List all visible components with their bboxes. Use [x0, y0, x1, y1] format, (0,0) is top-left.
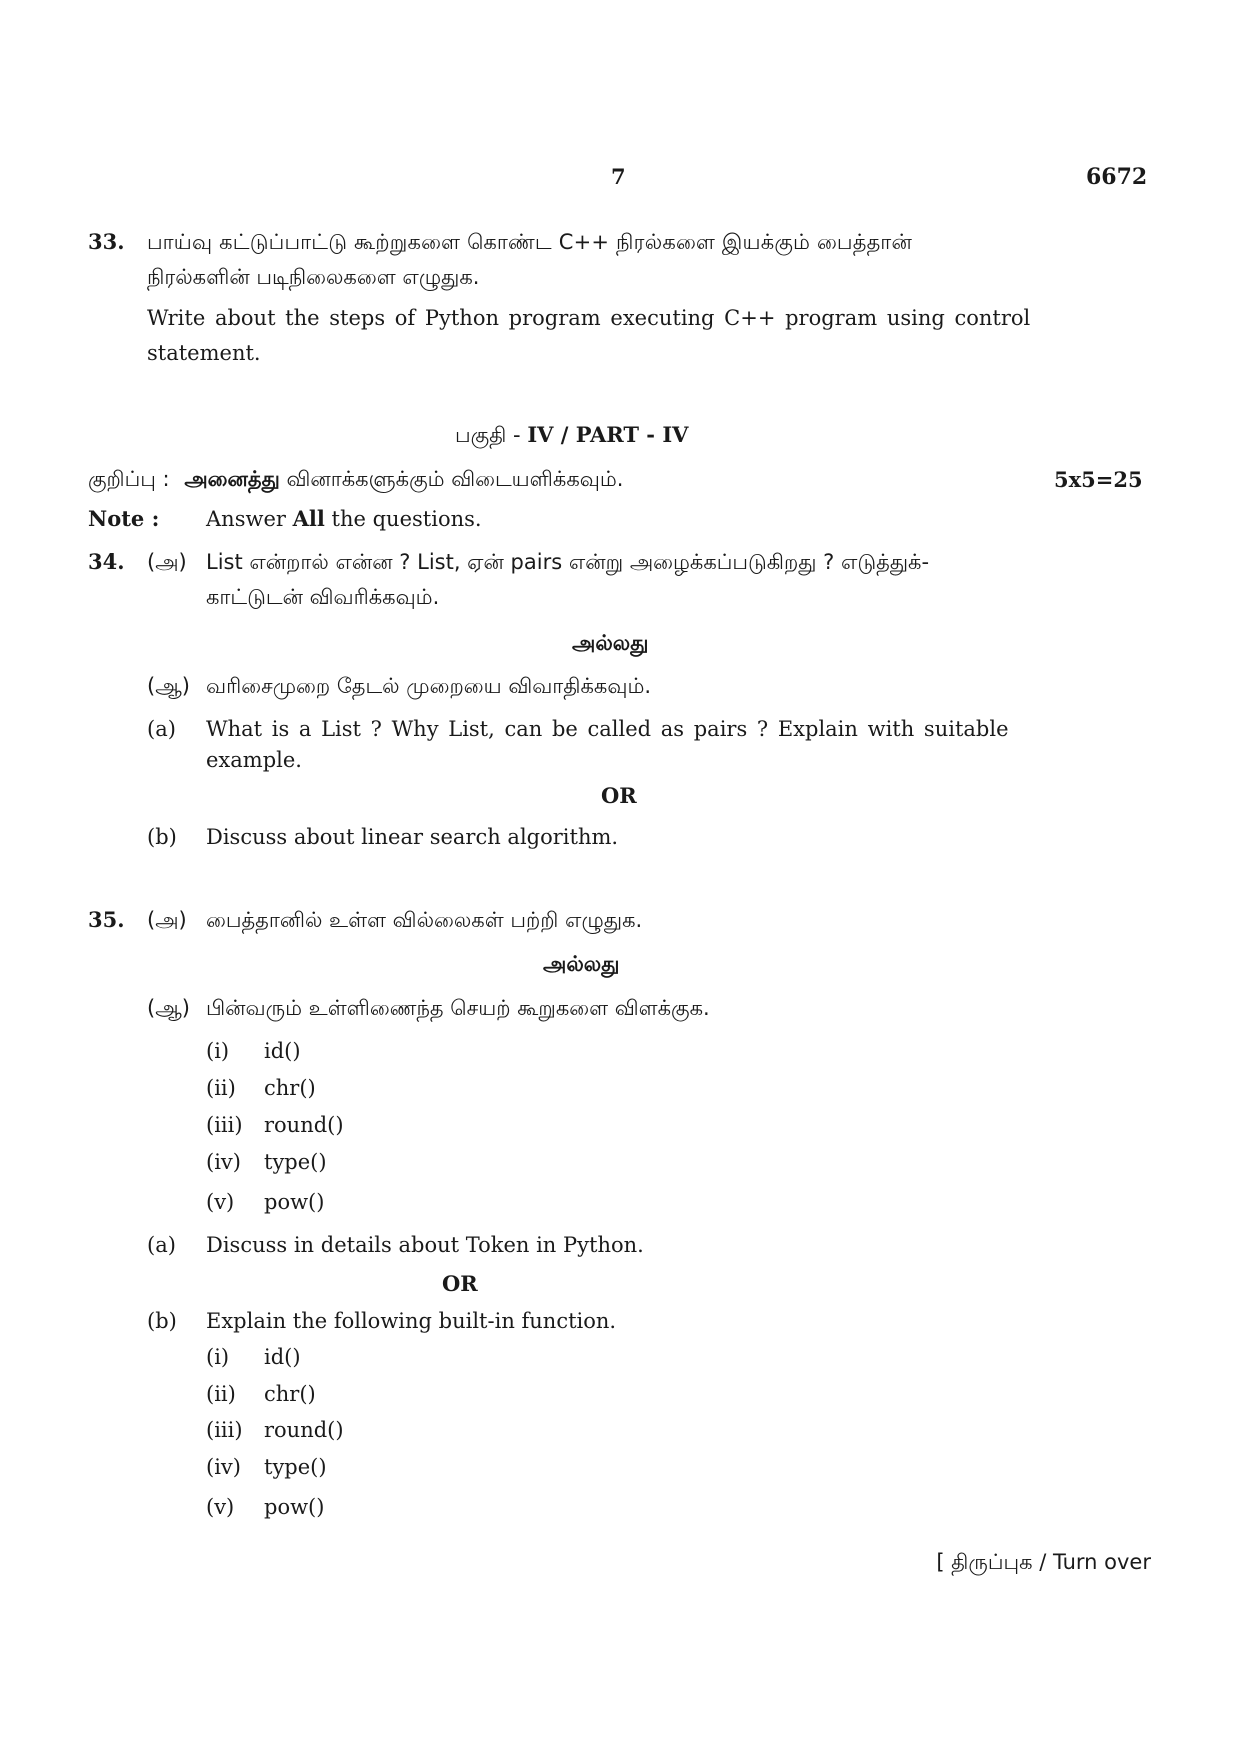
note-english	[88, 506, 482, 531]
list-item-label: (v)	[206, 1495, 235, 1519]
question-text-english: Discuss in details about Token in Python.	[206, 1233, 644, 1257]
list-item: id()	[264, 1345, 301, 1369]
marks-label: 5x5=25	[1054, 467, 1143, 492]
question-text-english: statement.	[147, 341, 261, 365]
question-text-tamil: List என்றால் என்ன ? List, ஏன் pairs என்று அழைக்கப்படுகிறது ? எடுத்துக்-	[206, 550, 930, 574]
question-text-tamil: வரிசைமுறை தேடல் முறையை விவாதிக்கவும்.	[206, 674, 652, 698]
list-item: round()	[264, 1418, 344, 1442]
note-tamil-rest: வினாக்களுக்கும் விடையளிக்கவும்.	[286, 467, 624, 491]
list-item: type()	[264, 1455, 327, 1479]
option-label: (அ)	[147, 550, 187, 574]
question-text-tamil: பின்வரும் உள்ளிணைந்த செயற் கூறுகளை விளக்குக.	[206, 996, 710, 1020]
question-text-english: example.	[206, 748, 302, 772]
option-label: (a)	[147, 1233, 176, 1257]
list-item-label: (ii)	[206, 1076, 236, 1100]
list-item-label: (iv)	[206, 1150, 241, 1174]
or-divider-tamil: அல்லது	[572, 631, 649, 655]
page-number: 7	[611, 164, 626, 189]
turn-over-note: [ திருப்புக / Turn over	[936, 1550, 1151, 1574]
question-text-tamil: நிரல்களின் படிநிலைகளை எழுதுக.	[147, 265, 480, 289]
list-item-label: (ii)	[206, 1382, 236, 1406]
list-item: pow()	[264, 1495, 325, 1519]
option-label: (a)	[147, 717, 176, 741]
list-item-label: (v)	[206, 1190, 235, 1214]
list-item-label: (i)	[206, 1345, 230, 1369]
list-item-label: (iii)	[206, 1418, 243, 1442]
question-text-english: Explain the following built-in function.	[206, 1309, 617, 1333]
question-text-english: Discuss about linear search algorithm.	[206, 825, 619, 849]
list-item-label: (iii)	[206, 1113, 243, 1137]
note-label: Note :	[88, 506, 160, 531]
question-text-tamil: பைத்தானில் உள்ள வில்லைகள் பற்றி எழுதுக.	[206, 908, 643, 932]
part-heading	[455, 422, 688, 450]
question-text-english: What is a List ? Why List, can be called as pairs ? Explain with suitable	[206, 717, 1009, 741]
option-label: (ஆ)	[147, 674, 190, 698]
list-item: type()	[264, 1150, 327, 1174]
list-item: round()	[264, 1113, 344, 1137]
note-bold: All	[292, 506, 325, 531]
list-item: chr()	[264, 1382, 316, 1406]
question-text-tamil: பாய்வு கட்டுப்பாட்டு கூற்றுகளை கொண்ட C++ நிரல்களை இயக்கும் பைத்தான்	[147, 230, 913, 254]
or-divider-tamil: அல்லது	[543, 952, 620, 976]
list-item: pow()	[264, 1190, 325, 1214]
question-text-tamil: காட்டுடன் விவரிக்கவும்.	[206, 585, 440, 609]
question-text-english: Write about the steps of Python program executing C++ program using control	[147, 306, 1031, 330]
option-label: (b)	[147, 825, 177, 849]
note-pre: Answer	[206, 507, 286, 531]
option-label: (b)	[147, 1309, 177, 1333]
list-item: chr()	[264, 1076, 316, 1100]
option-label: (ஆ)	[147, 996, 190, 1020]
option-label: (அ)	[147, 908, 187, 932]
paper-code: 6672	[1086, 164, 1148, 190]
question-number: 35.	[88, 907, 125, 932]
list-item-label: (iv)	[206, 1455, 241, 1479]
or-divider: OR	[601, 783, 637, 808]
note-tamil-label: குறிப்பு :	[88, 467, 170, 491]
list-item: id()	[264, 1039, 301, 1063]
note-tamil	[88, 467, 623, 494]
part-heading-bold: IV / PART - IV	[527, 422, 689, 447]
question-number: 33.	[88, 229, 125, 254]
part-heading-tamil: பகுதி -	[455, 423, 528, 447]
or-divider: OR	[442, 1271, 478, 1296]
list-item-label: (i)	[206, 1039, 230, 1063]
note-tamil-bold: அனைத்து	[184, 467, 280, 491]
question-number: 34.	[88, 549, 125, 574]
note-post: the questions.	[331, 507, 482, 531]
